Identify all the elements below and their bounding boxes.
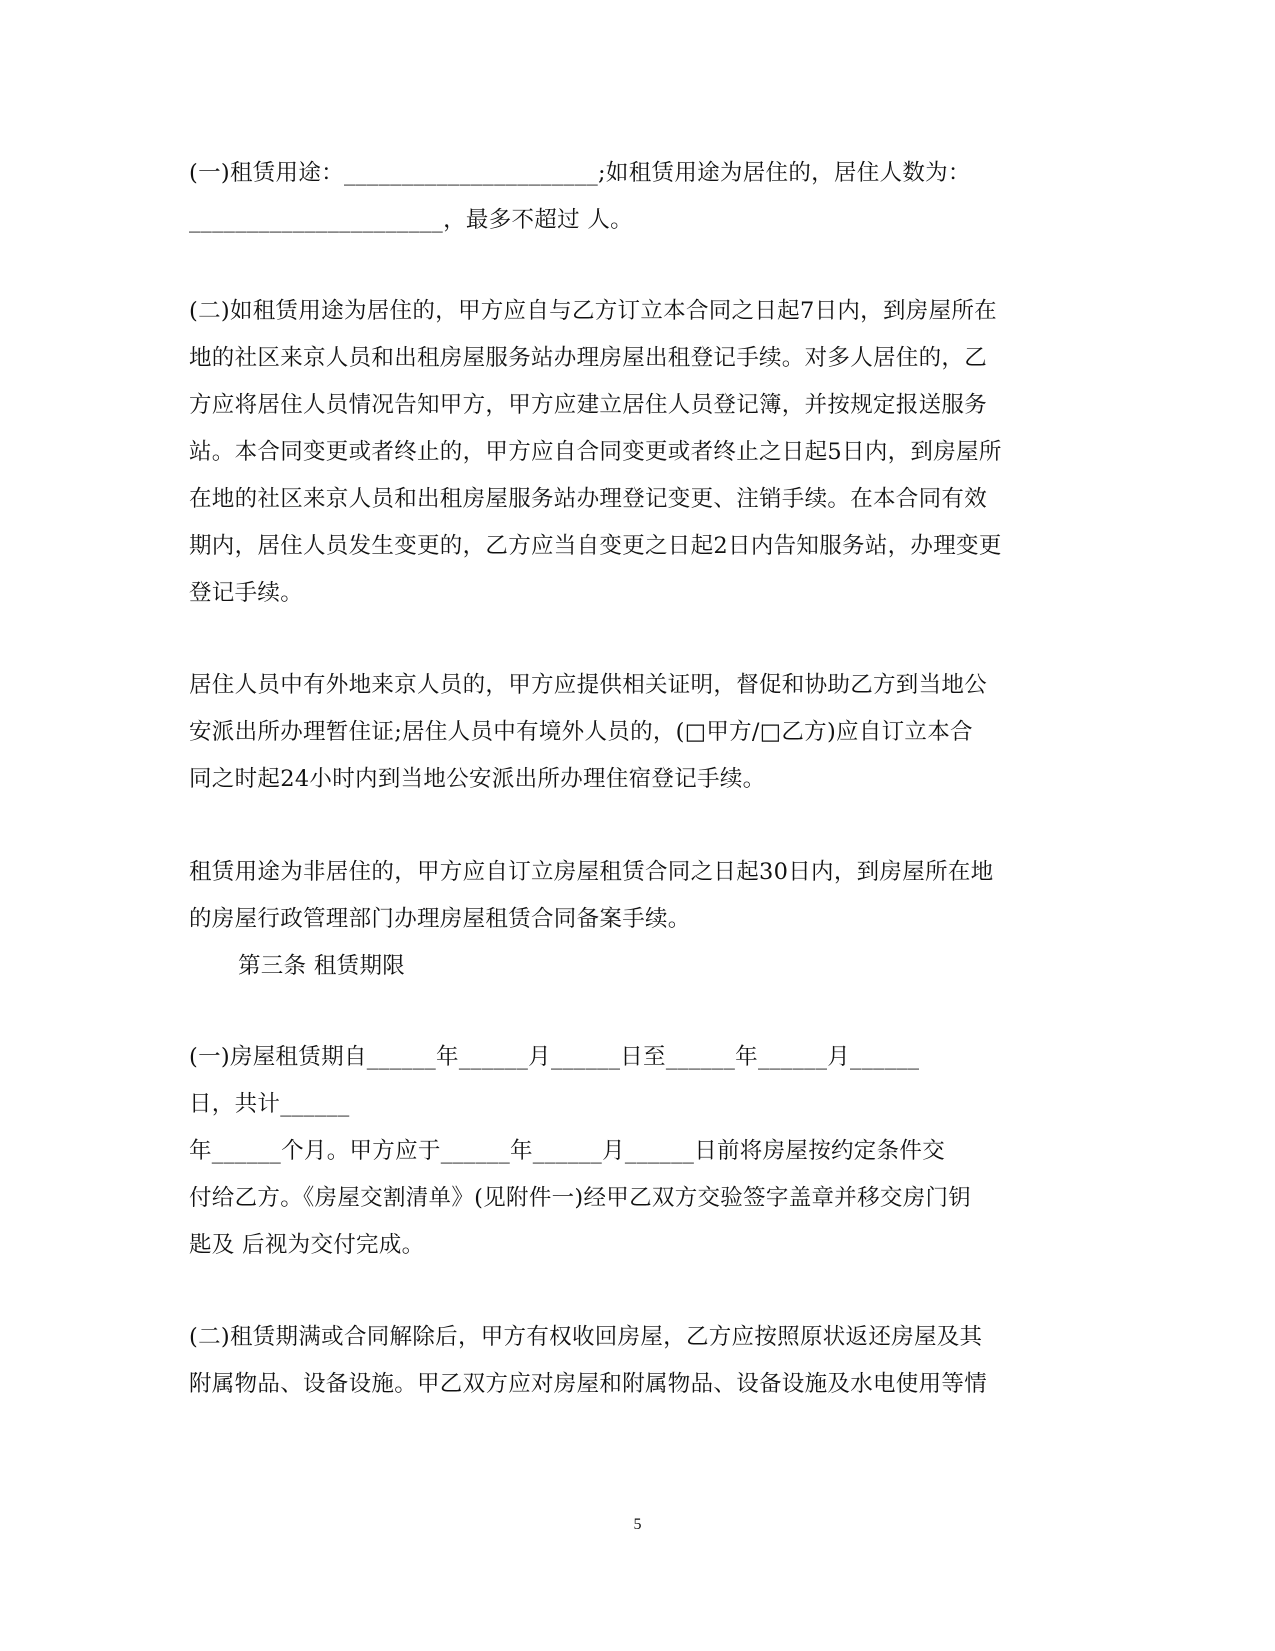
text-line: 在地的社区来京人员和出租房屋服务站办理登记变更、注销手续。在本合同有效 [189, 486, 988, 512]
text-line: 居住人员中有外地来京人员的，甲方应提供相关证明，督促和协助乙方到当地公 [189, 672, 988, 698]
text-line: (一)房屋租赁期自______年______月______日至______年______月______ [189, 1044, 920, 1070]
text-line: ______________________，最多不超过 人。 [189, 207, 633, 233]
text-line: 匙及 后视为交付完成。 [189, 1232, 425, 1258]
text-line: 附属物品、设备设施。甲乙双方应对房屋和附属物品、设备设施及水电使用等情 [189, 1371, 988, 1397]
text-line: (一)租赁用途：______________________;如租赁用途为居住的，居住人数为： [189, 160, 971, 186]
text-line: 登记手续。 [189, 580, 304, 606]
text-line: (二)租赁期满或合同解除后，甲方有权收回房屋，乙方应按照原状返还房屋及其 [189, 1324, 983, 1350]
page-number: 5 [633, 1516, 642, 1533]
text-line: 期内，居住人员发生变更的，乙方应当自变更之日起2日内告知服务站，办理变更 [189, 533, 1002, 559]
text-line: 站。本合同变更或者终止的，甲方应自合同变更或者终止之日起5日内，到房屋所 [189, 439, 1002, 465]
text-line: (二)如租赁用途为居住的，甲方应自与乙方订立本合同之日起7日内，到房屋所在 [189, 298, 997, 324]
text-line: 方应将居住人员情况告知甲方，甲方应建立居住人员登记簿，并按规定报送服务 [189, 392, 988, 418]
section-heading: 第三条 租赁期限 [238, 953, 406, 979]
text-line: 地的社区来京人员和出租房屋服务站办理房屋出租登记手续。对多人居住的，乙 [189, 345, 988, 371]
text-line: 年______个月。甲方应于______年______月______日前将房屋按约定条件交 [189, 1138, 946, 1164]
text-line: 租赁用途为非居住的，甲方应自订立房屋租赁合同之日起30日内，到房屋所在地 [189, 859, 994, 885]
text-line: 付给乙方。《房屋交割清单》(见附件一)经甲乙双方交验签字盖章并移交房门钥 [189, 1185, 972, 1211]
text-line: 同之时起24小时内到当地公安派出所办理住宿登记手续。 [189, 766, 766, 792]
text-line: 日，共计______ [189, 1091, 350, 1117]
text-line: 安派出所办理暂住证;居住人员中有境外人员的，(□甲方/□乙方)应自订立本合 [189, 719, 973, 745]
text-line: 的房屋行政管理部门办理房屋租赁合同备案手续。 [189, 906, 691, 932]
